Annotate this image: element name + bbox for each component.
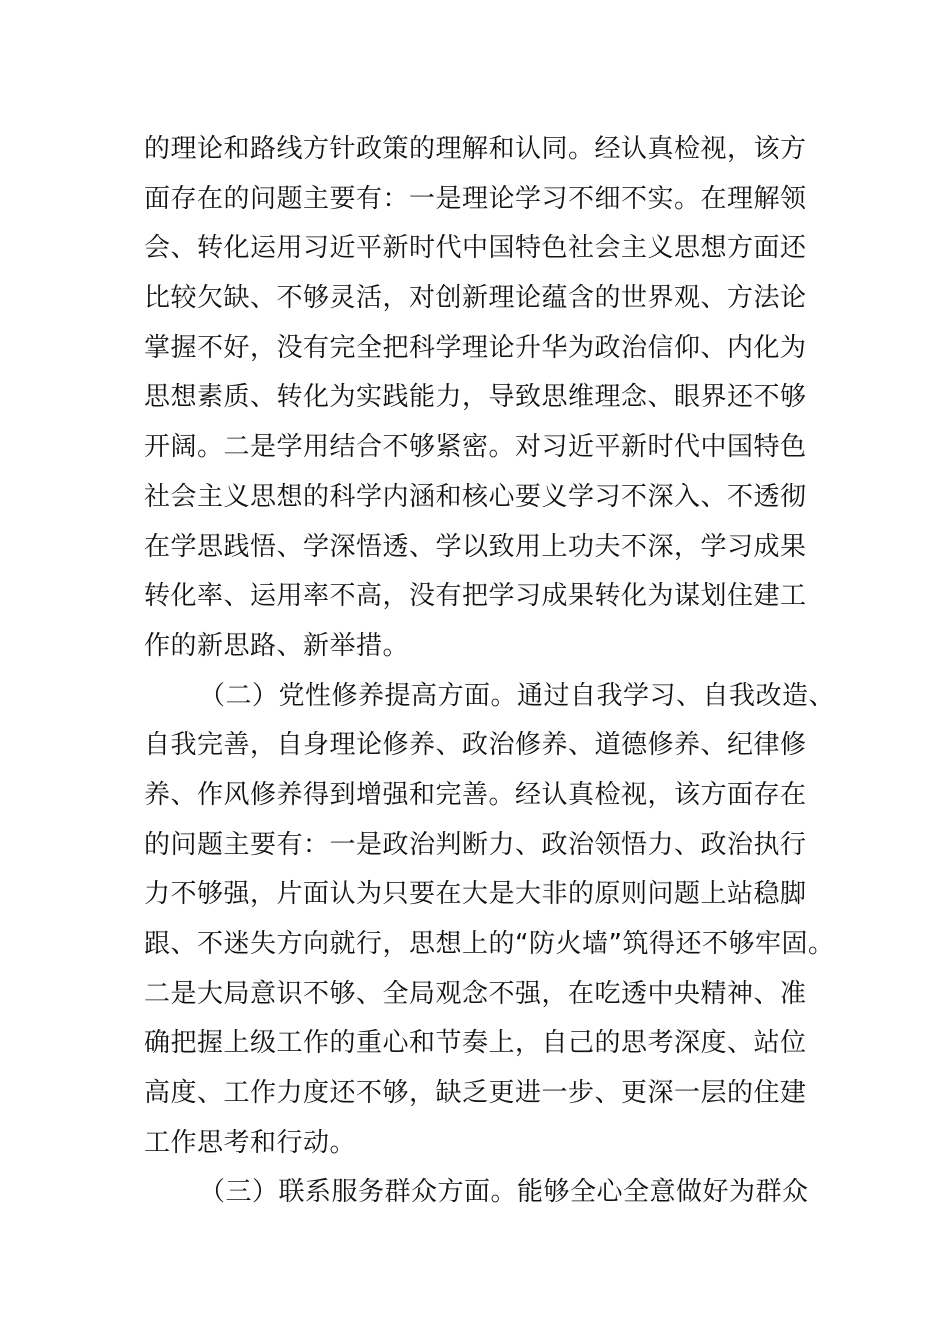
text-line: 思想素质、转化为实践能力，导致思维理念、眼界还不够 (144, 382, 807, 413)
body-text (144, 125, 844, 1218)
text-line: 二是大局意识不够、全局观念不强，在吃透中央精神、准 (144, 978, 807, 1009)
text-line: 转化率、运用率不高，没有把学习成果转化为谋划住建工 (144, 581, 807, 612)
text-line: 力不够强，片面认为只要在大是大非的原则问题上站稳脚 (144, 879, 807, 910)
text-line: 自我完善，自身理论修养、政治修养、道德修养、纪律修 (144, 730, 807, 761)
text-line: 的问题主要有：一是政治判断力、政治领悟力、政治执行 (144, 829, 807, 860)
text-line: 确把握上级工作的重心和节奏上，自己的思考深度、站位 (144, 1028, 807, 1059)
text-line: 作的新思路、新举措。 (144, 630, 410, 661)
section-heading-line: （三）联系服务群众方面。能够全心全意做好为群众 (199, 1177, 809, 1208)
section-heading-line: （二）党性修养提高方面。通过自我学习、自我改造、 (199, 680, 836, 711)
text-line: 社会主义思想的科学内涵和核心要义学习不深入、不透彻 (144, 481, 807, 512)
text-line: 开阔。二是学用结合不够紧密。对习近平新时代中国特色 (144, 432, 807, 463)
text-line: 高度、工作力度还不够，缺乏更进一步、更深一层的住建 (144, 1078, 807, 1109)
text-line: 比较欠缺、不够灵活，对创新理论蕴含的世界观、方法论 (144, 283, 807, 314)
text-line: 跟、不迷失方向就行，思想上的“防火墙”筑得还不够牢固。 (144, 929, 835, 959)
text-line: 面存在的问题主要有：一是理论学习不细不实。在理解领 (144, 183, 807, 214)
text-line: 掌握不好，没有完全把科学理论升华为政治信仰、内化为 (144, 332, 807, 363)
text-line: 在学思践悟、学深悟透、学以致用上功夫不深，学习成果 (144, 531, 807, 562)
text-line: 的理论和路线方针政策的理解和认同。经认真检视，该方 (144, 134, 807, 164)
text-line: 工作思考和行动。 (144, 1127, 357, 1158)
text-line: 会、转化运用习近平新时代中国特色社会主义思想方面还 (144, 233, 807, 264)
text-line: 养、作风修养得到增强和完善。经认真检视，该方面存在 (144, 779, 807, 810)
